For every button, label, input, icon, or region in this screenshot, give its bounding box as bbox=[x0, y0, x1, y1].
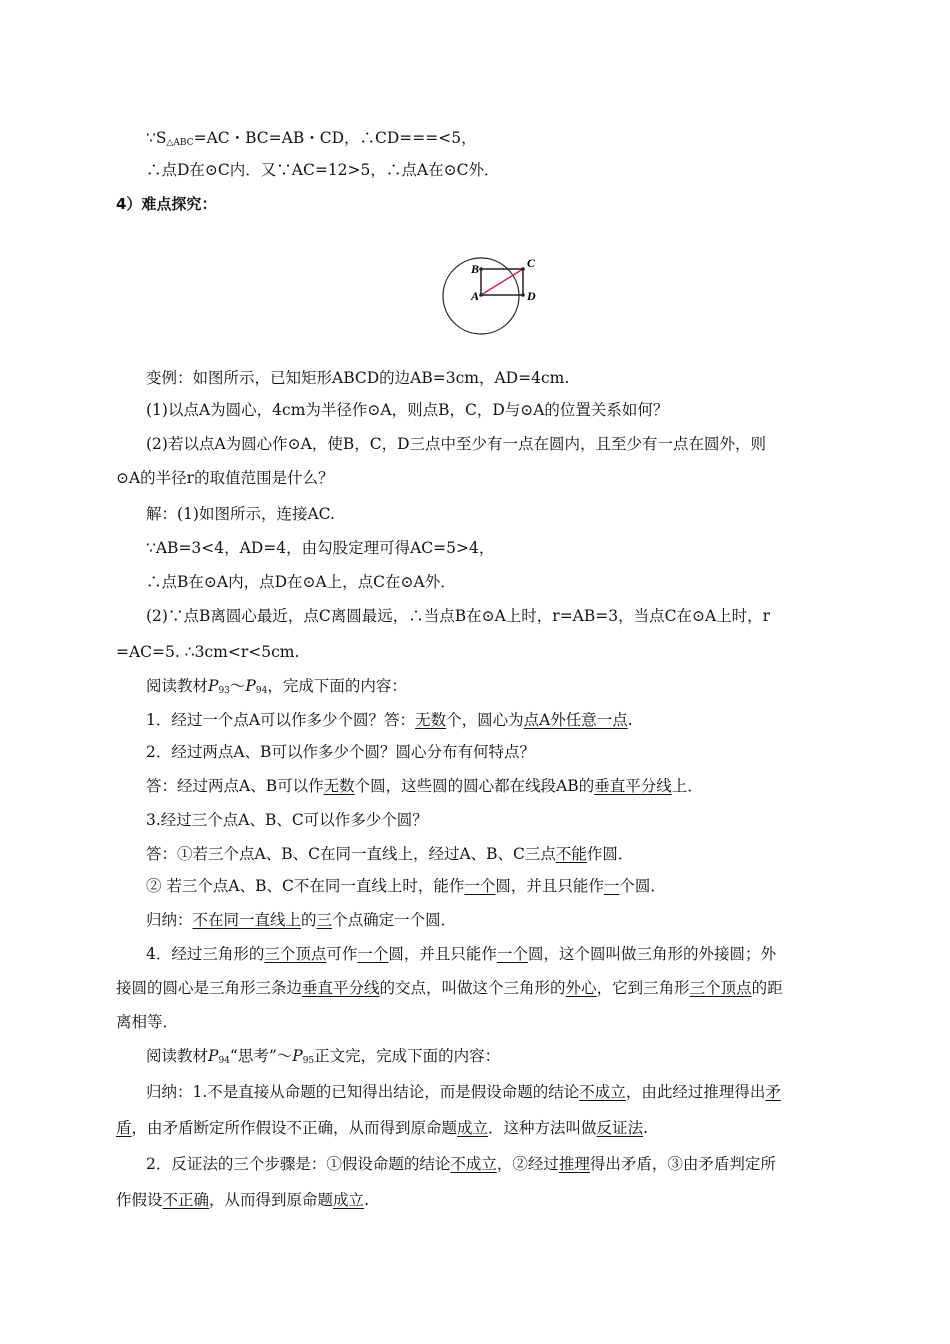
text-line: ⊙A的半径r的取值范围是什么？ bbox=[116, 469, 334, 487]
answer-blank: 不成立 bbox=[579, 1083, 626, 1101]
answer-blank: 推理 bbox=[558, 1155, 590, 1173]
answer-blank: 成立 bbox=[457, 1119, 489, 1137]
answer-blank: 一个 bbox=[496, 945, 528, 963]
text-line: (1)以点A为圆心，4cm为半径作⊙A，则点B，C，D与⊙A的位置关系如何？ bbox=[146, 401, 669, 419]
text-line: 变例：如图所示，已知矩形ABCD的边AB=3cm，AD=4cm. bbox=[146, 369, 570, 387]
text-line: ② 若三个点A、B、C不在同一直线上时，能作一个圆，并且只能作一个圆． bbox=[146, 877, 666, 895]
text-line: 1．经过一个点A可以作多少个圆？答：无数个，圆心为点A外任意一点. bbox=[146, 711, 633, 729]
text-line: 离相等． bbox=[116, 1013, 179, 1031]
label-d: D bbox=[527, 289, 536, 303]
answer-blank: 三个顶点 bbox=[264, 945, 327, 963]
answer-blank: 不成立 bbox=[450, 1155, 497, 1173]
text-line: 解：(1)如图所示，连接AC. bbox=[146, 505, 335, 523]
point-c bbox=[521, 267, 525, 271]
text-line: 接圆的圆心是三角形三条边垂直平分线的交点，叫做这个三角形的外心，它到三角形三个顶点的距 bbox=[116, 979, 783, 997]
text-line: 阅读教材$P_{94}“$思考$”\sim P_{95}$正文完，完成下面的内容： bbox=[146, 1047, 501, 1066]
text-line: 3.经过三个点A、B、C可以作多少个圆？ bbox=[146, 811, 428, 829]
answer-blank: 垂直平分线 bbox=[302, 979, 380, 997]
point-b bbox=[479, 267, 483, 271]
text-line: 作假设不正确，从而得到原命题成立. bbox=[116, 1191, 369, 1209]
answer-blank: 垂直平分线 bbox=[594, 777, 672, 795]
text-line: 盾，由矛盾断定所作假设不正确，从而得到原命题成立．这种方法叫做反证法. bbox=[116, 1119, 649, 1137]
answer-blank: 一 bbox=[603, 877, 620, 895]
answer-blank: 无数 bbox=[415, 711, 447, 729]
answer-blank: 一个 bbox=[464, 877, 496, 895]
answer-blank: 不在同一直线上 bbox=[192, 911, 302, 929]
answer-blank: 三 bbox=[316, 911, 333, 929]
answer-blank: 反证法 bbox=[596, 1119, 644, 1137]
answer-blank: 盾 bbox=[116, 1119, 132, 1137]
text-line: 阅读教材$P_{93}\sim P_{94}$，完成下面的内容： bbox=[146, 677, 407, 696]
circle-rectangle-diagram bbox=[440, 254, 550, 338]
point-d bbox=[521, 293, 525, 297]
answer-blank: 无数 bbox=[323, 777, 355, 795]
text-line: 归纳：不在同一直线上的三个点确定一个圆． bbox=[146, 911, 457, 929]
text-line: (2)若以点A为圆心作⊙A，使B，C，D三点中至少有一点在圆内，且至少有一点在圆外，则 bbox=[146, 435, 767, 453]
answer-blank: 矛 bbox=[765, 1083, 781, 1101]
section-heading: 4）难点探究： bbox=[116, 195, 217, 213]
text-line: 答：经过两点A、B可以作无数个圆，这些圆的圆心都在线段AB的垂直平分线上． bbox=[146, 777, 703, 795]
text-line: 2．经过两点A、B可以作多少个圆？圆心分布有何特点？ bbox=[146, 743, 535, 761]
label-b: B bbox=[471, 262, 480, 276]
answer-blank: 一个 bbox=[357, 945, 389, 963]
answer-blank: 三个顶点 bbox=[689, 979, 752, 997]
answer-blank: 外心 bbox=[565, 979, 597, 997]
text-line: =AC=5. ∴3cm<r<5cm. bbox=[116, 643, 300, 661]
answer-blank: 成立 bbox=[333, 1191, 365, 1209]
text-line: 2．反证法的三个步骤是：①假设命题的结论不成立，②经过推理得出矛盾，③由矛盾判定所 bbox=[146, 1155, 776, 1173]
text-line: ∴点D在⊙C内．又∵AC=12>5，∴点A在⊙C外． bbox=[146, 161, 500, 179]
text-line: 答：①若三个点A、B、C在同一直线上，经过A、B、C三点不能作圆． bbox=[146, 845, 634, 863]
answer-blank: 不能 bbox=[555, 845, 587, 863]
text-line: $\because S_{\triangle ABC}=AC$・BC=AB・CD，∴CD===<5， bbox=[146, 129, 477, 148]
text-line: 4．经过三角形的三个顶点可作一个圆，并且只能作一个圆，这个圆叫做三角形的外接圆；外 bbox=[146, 945, 776, 963]
answer-blank: 点A外任意一点 bbox=[523, 711, 628, 729]
text-line: (2)∵点B离圆心最近，点C离圆最远，∴当点B在⊙A上时，r=AB=3，当点C在⊙A上时，r bbox=[146, 607, 771, 625]
label-c: C bbox=[527, 256, 536, 270]
point-a bbox=[479, 293, 483, 297]
answer-blank: 不正确 bbox=[162, 1191, 210, 1209]
text-line: ∵AB=3<4，AD=4，由勾股定理可得AC=5>4， bbox=[146, 539, 495, 557]
text-line: 归纳：1.不是直接从命题的已知得出结论，而是假设命题的结论不成立，由此经过推理得出矛 bbox=[146, 1083, 781, 1101]
label-a: A bbox=[471, 289, 480, 303]
text-line: ∴点B在⊙A内，点D在⊙A上，点C在⊙A外． bbox=[146, 573, 456, 591]
